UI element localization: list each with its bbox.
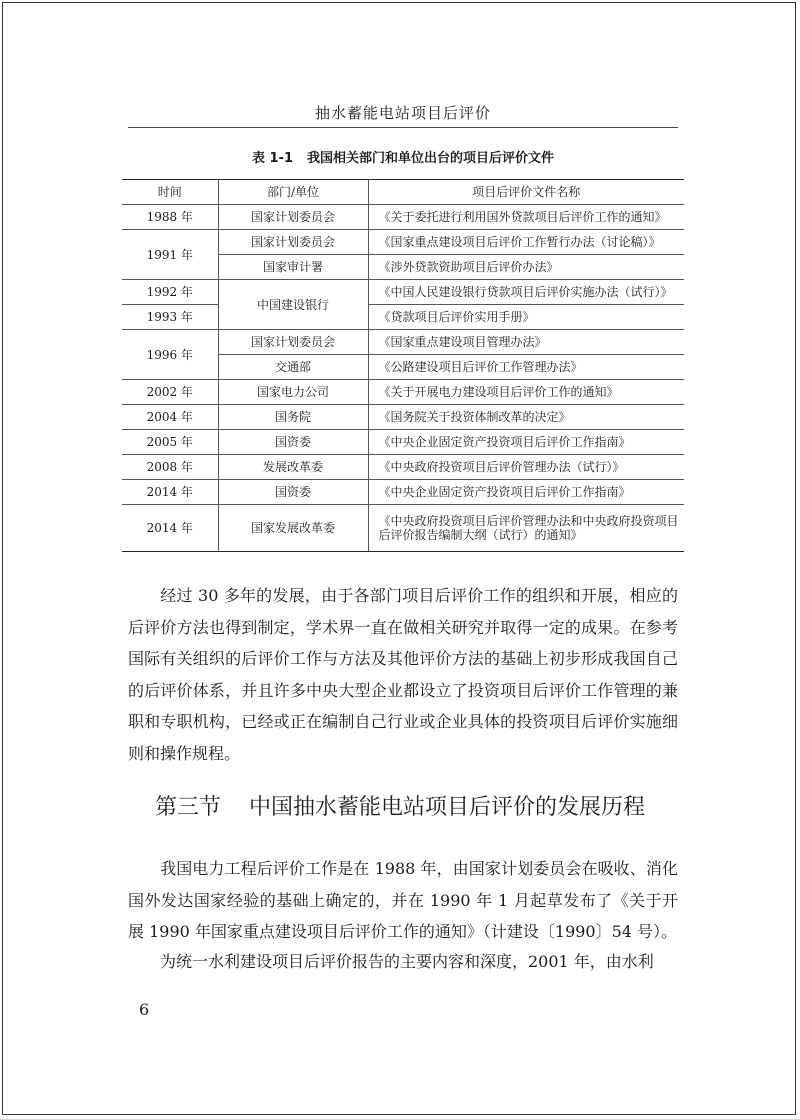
table-row [122, 405, 684, 430]
table-row [122, 330, 684, 355]
table-row [122, 205, 684, 230]
cell-doc: 《中央企业固定资产投资项目后评价工作指南》 [368, 430, 684, 455]
cell-dept: 国家电力公司 [218, 380, 368, 405]
section-number: 第三节 [155, 795, 222, 820]
cell-dept: 国家计划委员会 [218, 330, 368, 355]
cell-doc: 《国务院关于投资体制改革的决定》 [368, 405, 684, 430]
cell-dept: 国家发展改革委 [218, 505, 368, 552]
header-doc: 项目后评价文件名称 [368, 180, 684, 205]
table-row [122, 480, 684, 505]
cell-time: 1993 年 [122, 305, 218, 330]
cell-time: 1988 年 [122, 205, 218, 230]
cell-doc: 《关于委托进行利用国外贷款项目后评价工作的通知》 [368, 205, 684, 230]
table-row [122, 455, 684, 480]
table-caption-number: 表 1-1 [251, 151, 293, 166]
cell-time: 2005 年 [122, 430, 218, 455]
cell-doc: 《国家重点建设项目管理办法》 [368, 330, 684, 355]
table-row [122, 380, 684, 405]
body-paragraph [128, 580, 678, 769]
page-number: 6 [139, 1000, 150, 1019]
running-header: 抽水蓄能电站项目后评价 [314, 104, 491, 122]
table-header-row [122, 180, 684, 205]
cell-time: 1996 年 [122, 330, 218, 380]
cell-doc: 《公路建设项目后评价工作管理办法》 [368, 355, 684, 380]
cell-dept: 国家计划委员会 [218, 205, 368, 230]
header-dept: 部门/单位 [218, 180, 368, 205]
table-row [122, 230, 684, 255]
cell-doc: 《中央政府投资项目后评价管理办法和中央政府投资项目后评价报告编制大纲（试行）的通知》 [368, 505, 684, 552]
cell-time: 2002 年 [122, 380, 218, 405]
cell-time: 1991 年 [122, 230, 218, 280]
section-title: 中国抽水蓄能电站项目后评价的发展历程 [249, 795, 646, 820]
paragraph-text: 经过 30 多年的发展，由于各部门项目后评价工作的组织和开展，相应的后评价方法也得到制定，学术界一直在做相关研究并取得一定的成果。在参考国际有关组织的后评价工作与方法及其他评价方法的基础上初步形成我国自己的后评价体系，并且许多中央大型企业都设立了投资项目后评价工作管理的兼职和专职机构，已经或正在编制自己行业或企业具体的投资项目后评价实施细则和操作规程。 [128, 586, 678, 763]
paragraph-text: 我国电力工程后评价工作是在 1988 年，由国家计划委员会在吸收、消化国外发达国家经验的基础上确定的，并在 1990 年 1 月起草发布了《关于开展 1990 年国家重点建设项目后评价工作的通知》（计建设〔1990〕54 号）。 [128, 859, 678, 941]
cell-dept: 国资委 [218, 430, 368, 455]
cell-dept: 国家审计署 [218, 255, 368, 280]
cell-doc: 《贷款项目后评价实用手册》 [368, 305, 684, 330]
cell-dept: 中国建设银行 [218, 280, 368, 330]
table-caption [128, 147, 678, 166]
header-time: 时间 [122, 180, 218, 205]
cell-dept: 国家计划委员会 [218, 230, 368, 255]
cell-dept: 发展改革委 [218, 455, 368, 480]
body-paragraph [128, 946, 678, 978]
cell-doc: 《中央企业固定资产投资项目后评价工作指南》 [368, 480, 684, 505]
cell-doc: 《中央政府投资项目后评价管理办法（试行）》 [368, 455, 684, 480]
section-heading [155, 790, 645, 821]
paragraph-text: 为统一水利建设项目后评价报告的主要内容和深度，2001 年，由水利 [160, 952, 654, 971]
evaluation-documents-table [122, 179, 684, 552]
cell-dept: 交通部 [218, 355, 368, 380]
cell-doc: 《关于开展电力建设项目后评价工作的通知》 [368, 380, 684, 405]
table-row [122, 505, 684, 552]
cell-doc: 《中国人民建设银行贷款项目后评价实施办法（试行）》 [368, 280, 684, 305]
table-row [122, 280, 684, 305]
cell-doc: 《国家重点建设项目后评价工作暂行办法（讨论稿）》 [368, 230, 684, 255]
cell-time: 1992 年 [122, 280, 218, 305]
table-caption-text: 我国相关部门和单位出台的项目后评价文件 [307, 151, 555, 166]
table-row [122, 305, 684, 330]
cell-time: 2014 年 [122, 505, 218, 552]
table-row [122, 430, 684, 455]
body-paragraph [128, 853, 678, 948]
cell-dept: 国务院 [218, 405, 368, 430]
cell-doc: 《涉外贷款资助项目后评价办法》 [368, 255, 684, 280]
header-rule [128, 127, 678, 128]
cell-time: 2008 年 [122, 455, 218, 480]
cell-time: 2014 年 [122, 480, 218, 505]
cell-dept: 国资委 [218, 480, 368, 505]
cell-time: 2004 年 [122, 405, 218, 430]
